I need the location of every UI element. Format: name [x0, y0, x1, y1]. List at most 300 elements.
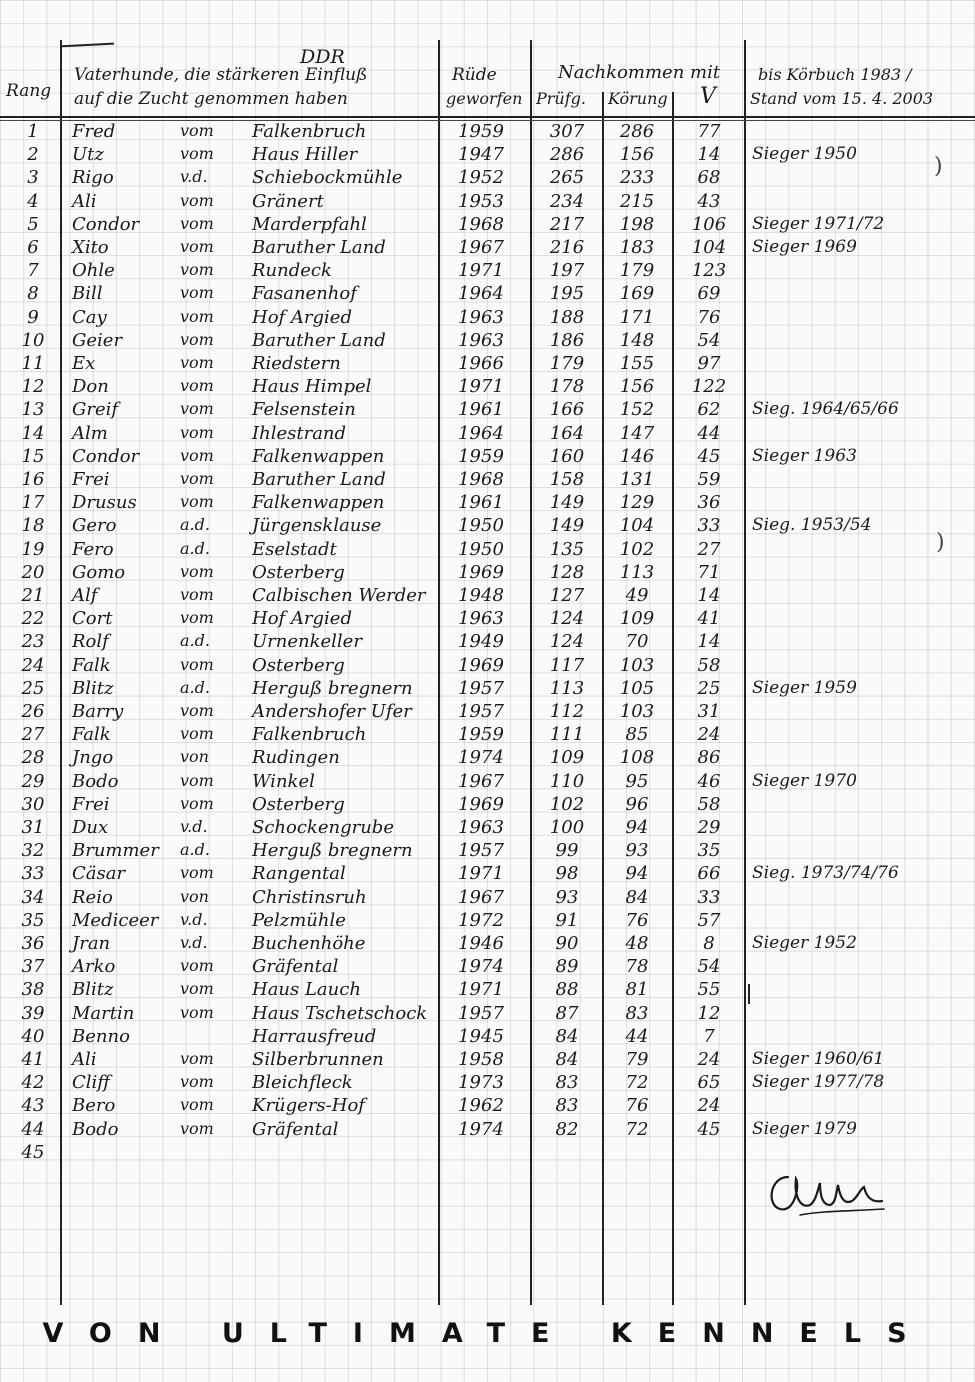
whelp-year: 1957 — [458, 840, 504, 862]
offspring-pruefung: 179 — [549, 353, 585, 374]
footer-watermark: VON ULTIMATE KENNELS — [42, 1318, 933, 1349]
sire-name: Fred — [72, 121, 116, 142]
whelp-year: 1972 — [458, 909, 504, 931]
row-rank: 5 — [27, 213, 39, 235]
sire-name: Geier — [72, 329, 123, 351]
sire-kennel: Pelzmühle — [252, 909, 346, 931]
offspring-v-rating: 25 — [697, 677, 721, 699]
whelp-year: 1953 — [458, 190, 504, 212]
sire-preposition: a.d. — [180, 538, 210, 558]
sire-preposition: vom — [180, 237, 214, 256]
sire-kennel: Falkenbruch — [252, 724, 367, 746]
offspring-v-rating: 36 — [697, 492, 721, 514]
sire-preposition: v.d. — [180, 167, 208, 187]
sieger-note: Sieger 1969 — [752, 237, 857, 257]
sire-name: Condor — [72, 213, 140, 235]
sire-kennel: Falkenwappen — [252, 492, 385, 514]
sire-preposition: vom — [180, 469, 214, 488]
offspring-v-rating: 86 — [697, 747, 721, 769]
offspring-v-rating: 24 — [697, 724, 721, 746]
margin-mark: ) — [936, 530, 945, 555]
sire-name: Rigo — [72, 167, 114, 189]
sire-kennel: Buchenhöhe — [252, 933, 366, 954]
offspring-koerung: 131 — [619, 469, 655, 490]
sire-preposition: v.d. — [180, 933, 208, 952]
offspring-koerung: 286 — [619, 121, 655, 142]
sire-preposition: vom — [180, 190, 214, 210]
sire-preposition: vom — [180, 1049, 214, 1068]
sire-preposition: vom — [180, 306, 214, 326]
sire-kennel: Falkenwappen — [252, 445, 385, 467]
whelp-year: 1973 — [458, 1072, 504, 1094]
whelp-year: 1950 — [458, 538, 504, 560]
sire-name: Ex — [72, 353, 96, 374]
sieger-note: Sieger 1959 — [752, 677, 857, 698]
whelp-year: 1945 — [458, 1025, 504, 1047]
offspring-pruefung: 127 — [549, 585, 585, 606]
offspring-v-rating: 58 — [697, 654, 721, 676]
header-ruede: Rüde — [452, 65, 497, 85]
sire-name: Gero — [72, 515, 117, 537]
row-rank: 28 — [21, 747, 45, 769]
sieger-note: Sieger 1960/61 — [752, 1049, 885, 1069]
offspring-v-rating: 8 — [703, 933, 715, 954]
sire-kennel: Calbischen Werder — [252, 585, 426, 606]
row-rank: 12 — [21, 376, 45, 398]
whelp-year: 1968 — [458, 213, 504, 235]
offspring-v-rating: 41 — [697, 608, 721, 630]
sire-preposition: von — [180, 747, 209, 767]
whelp-year: 1969 — [458, 654, 504, 676]
offspring-koerung: 113 — [619, 561, 655, 583]
whelp-year: 1959 — [458, 121, 504, 142]
offspring-v-rating: 104 — [691, 237, 727, 258]
whelp-year: 1948 — [458, 585, 504, 606]
row-rank: 24 — [21, 654, 45, 676]
sire-name: Martin — [72, 1002, 135, 1024]
sire-kennel: Haus Himpel — [252, 376, 372, 398]
sire-kennel: Felsenstein — [252, 399, 356, 421]
sire-name: Greif — [72, 399, 119, 421]
sire-kennel: Osterberg — [252, 654, 345, 676]
sire-kennel: Rangental — [252, 863, 346, 885]
sire-preposition: vom — [180, 701, 214, 720]
offspring-v-rating: 54 — [697, 956, 721, 978]
whelp-year: 1969 — [458, 561, 504, 583]
offspring-pruefung: 124 — [549, 608, 585, 630]
sire-preposition: vom — [180, 283, 214, 303]
whelp-year: 1958 — [458, 1049, 504, 1070]
offspring-pruefung: 93 — [555, 886, 579, 908]
whelp-year: 1971 — [458, 376, 504, 398]
offspring-pruefung: 82 — [555, 1118, 579, 1140]
offspring-pruefung: 186 — [549, 329, 585, 351]
sire-preposition: v.d. — [180, 817, 208, 836]
header-ddr: DDR — [300, 46, 345, 68]
sire-kennel: Herguß bregnern — [252, 840, 413, 862]
sire-kennel: Marderpfahl — [252, 213, 367, 235]
sire-kennel: Harrausfreud — [252, 1025, 377, 1047]
sire-preposition: vom — [180, 770, 214, 790]
sire-name: Bill — [72, 283, 103, 305]
sieger-note: Sieger 1979 — [752, 1118, 857, 1139]
sire-preposition: vom — [180, 979, 214, 999]
sire-preposition: vom — [180, 561, 214, 581]
row-rank: 7 — [27, 260, 39, 282]
sire-name: Don — [72, 376, 109, 398]
offspring-koerung: 94 — [625, 863, 649, 885]
offspring-koerung: 183 — [619, 237, 655, 258]
sire-kennel: Gräfental — [252, 956, 339, 978]
sire-preposition: vom — [180, 1118, 214, 1138]
offspring-v-rating: 54 — [697, 329, 721, 351]
row-rank: 22 — [21, 608, 45, 630]
offspring-koerung: 79 — [625, 1049, 649, 1070]
whelp-year: 1947 — [458, 144, 504, 166]
offspring-pruefung: 234 — [549, 190, 585, 212]
sire-preposition: vom — [180, 585, 214, 604]
whelp-year: 1949 — [458, 631, 504, 653]
offspring-v-rating: 62 — [697, 399, 721, 421]
row-rank: 25 — [21, 677, 45, 699]
sire-name: Falk — [72, 724, 111, 746]
offspring-v-rating: 65 — [697, 1072, 721, 1094]
whelp-year: 1974 — [458, 956, 504, 978]
row-rank: 1 — [27, 121, 39, 142]
sire-preposition: vom — [180, 608, 214, 628]
offspring-koerung: 48 — [625, 933, 649, 954]
row-rank: 18 — [21, 515, 45, 537]
sire-kennel: Rudingen — [252, 747, 340, 769]
sire-name: Utz — [72, 144, 104, 166]
offspring-koerung: 72 — [625, 1072, 649, 1094]
sire-name: Cäsar — [72, 863, 126, 885]
sire-name: Condor — [72, 445, 140, 467]
offspring-pruefung: 112 — [549, 701, 585, 722]
offspring-pruefung: 84 — [555, 1025, 579, 1047]
row-rank: 43 — [21, 1095, 45, 1117]
offspring-pruefung: 110 — [549, 770, 585, 792]
offspring-koerung: 179 — [619, 260, 655, 282]
sire-preposition: vom — [180, 399, 214, 419]
row-rank: 29 — [21, 770, 45, 792]
offspring-pruefung: 195 — [549, 283, 585, 305]
sire-preposition: vom — [180, 492, 214, 512]
whelp-year: 1950 — [458, 515, 504, 537]
offspring-v-rating: 27 — [697, 538, 721, 560]
row-rank: 32 — [21, 840, 45, 862]
sire-preposition: vom — [180, 121, 214, 140]
whelp-year: 1961 — [458, 399, 504, 421]
offspring-pruefung: 90 — [555, 933, 579, 954]
sire-kennel: Baruther Land — [252, 237, 386, 258]
column-divider — [744, 40, 746, 1305]
offspring-koerung: 104 — [619, 515, 655, 537]
sire-preposition: vom — [180, 956, 214, 976]
sire-kennel: Gränert — [252, 190, 324, 212]
sire-preposition: a.d. — [180, 515, 210, 535]
sire-kennel: Winkel — [252, 770, 315, 792]
sire-name: Jran — [72, 933, 111, 954]
offspring-pruefung: 307 — [549, 121, 585, 142]
sire-kennel: Baruther Land — [252, 329, 386, 351]
offspring-v-rating: 122 — [691, 376, 727, 398]
row-rank: 31 — [21, 817, 45, 838]
whelp-year: 1974 — [458, 1118, 504, 1140]
row-rank: 8 — [27, 283, 39, 305]
offspring-koerung: 49 — [625, 585, 649, 606]
row-rank: 42 — [21, 1072, 45, 1094]
header-fathers-line1: Vaterhunde, die stärkeren Einfluß — [74, 65, 368, 85]
offspring-pruefung: 117 — [549, 654, 585, 676]
sire-preposition: von — [180, 886, 209, 906]
sire-kennel: Krügers-Hof — [252, 1095, 365, 1117]
sire-kennel: Baruther Land — [252, 469, 386, 490]
whelp-year: 1957 — [458, 701, 504, 722]
row-rank: 44 — [21, 1118, 45, 1140]
offspring-v-rating: 58 — [697, 793, 721, 815]
sire-preposition: vom — [180, 1072, 214, 1092]
sire-preposition: vom — [180, 213, 214, 233]
offspring-koerung: 81 — [625, 979, 649, 1001]
header-rank: Rang — [6, 81, 52, 101]
sire-kennel: Hof Argied — [252, 306, 352, 328]
offspring-pruefung: 166 — [549, 399, 585, 421]
whelp-year: 1959 — [458, 445, 504, 467]
row-rank: 14 — [21, 422, 45, 444]
row-rank: 36 — [21, 933, 45, 954]
offspring-pruefung: 128 — [549, 561, 585, 583]
header-offspring: Nachkommen mit — [558, 62, 721, 83]
whelp-year: 1961 — [458, 492, 504, 514]
offspring-pruefung: 149 — [549, 492, 585, 514]
offspring-pruefung: 124 — [549, 631, 585, 653]
sire-name: Bero — [72, 1095, 116, 1117]
offspring-koerung: 156 — [619, 144, 655, 166]
offspring-pruefung: 265 — [549, 167, 585, 189]
offspring-pruefung: 102 — [549, 793, 585, 815]
row-rank: 4 — [27, 190, 39, 212]
offspring-pruefung: 164 — [549, 422, 585, 444]
sire-name: Alf — [72, 585, 98, 606]
offspring-v-rating: 33 — [697, 886, 721, 908]
row-rank: 45 — [21, 1141, 45, 1163]
whelp-year: 1968 — [458, 469, 504, 490]
offspring-v-rating: 77 — [697, 121, 721, 142]
sire-name: Mediceer — [72, 909, 159, 931]
whelp-year: 1957 — [458, 677, 504, 699]
offspring-koerung: 171 — [619, 306, 655, 328]
column-divider — [672, 92, 674, 1305]
whelp-year: 1967 — [458, 237, 504, 258]
sire-preposition: vom — [180, 329, 214, 349]
offspring-v-rating: 106 — [691, 213, 727, 235]
offspring-v-rating: 45 — [697, 1118, 721, 1140]
sire-kennel: Haus Lauch — [252, 979, 361, 1001]
handwritten-signature — [760, 1165, 890, 1225]
offspring-koerung: 147 — [619, 422, 655, 444]
column-divider — [438, 40, 440, 1305]
sire-kennel: Osterberg — [252, 561, 345, 583]
offspring-v-rating: 123 — [691, 260, 727, 282]
offspring-pruefung: 188 — [549, 306, 585, 328]
whelp-year: 1963 — [458, 817, 504, 838]
offspring-pruefung: 98 — [555, 863, 579, 885]
offspring-koerung: 155 — [619, 353, 655, 374]
offspring-v-rating: 24 — [697, 1095, 721, 1117]
sire-name: Frei — [72, 793, 110, 815]
sieger-note: Sieger 1950 — [752, 144, 857, 165]
offspring-koerung: 198 — [619, 213, 655, 235]
offspring-pruefung: 197 — [549, 260, 585, 282]
offspring-koerung: 102 — [619, 538, 655, 560]
whelp-year: 1963 — [458, 306, 504, 328]
row-rank: 26 — [21, 701, 45, 722]
row-rank: 16 — [21, 469, 45, 490]
sire-name: Ohle — [72, 260, 115, 282]
sire-preposition: a.d. — [180, 840, 210, 860]
offspring-v-rating: 71 — [697, 561, 721, 583]
sire-preposition: vom — [180, 376, 214, 396]
offspring-v-rating: 35 — [697, 840, 721, 862]
sire-kennel: Rundeck — [252, 260, 332, 282]
sire-kennel: Osterberg — [252, 793, 345, 815]
sire-name: Cay — [72, 306, 107, 328]
whelp-year: 1959 — [458, 724, 504, 746]
header-range-line1: bis Körbuch 1983 / — [758, 65, 912, 84]
header-geworfen: geworfen — [446, 89, 523, 108]
offspring-koerung: 94 — [625, 817, 649, 838]
sieger-note: Sieger 1970 — [752, 770, 857, 791]
sire-name: Bodo — [72, 770, 119, 792]
sire-kennel: Bleichfleck — [252, 1072, 353, 1094]
offspring-pruefung: 83 — [555, 1095, 579, 1117]
row-rank: 38 — [21, 979, 45, 1001]
offspring-v-rating: 59 — [697, 469, 721, 490]
offspring-koerung: 215 — [619, 190, 655, 212]
offspring-pruefung: 91 — [555, 909, 579, 931]
header-fathers-line2: auf die Zucht genommen haben — [74, 89, 348, 109]
sire-name: Benno — [72, 1025, 130, 1047]
header-v: V — [700, 84, 716, 109]
sieger-note: Sieg. 1973/74/76 — [752, 863, 899, 884]
sire-preposition: a.d. — [180, 631, 210, 651]
sire-kennel: Ihlestrand — [252, 422, 347, 444]
whelp-year: 1966 — [458, 353, 504, 374]
sire-kennel: Haus Hiller — [252, 144, 358, 166]
row-rank: 19 — [21, 538, 45, 560]
whelp-year: 1971 — [458, 260, 504, 282]
sire-name: Xito — [72, 237, 109, 258]
sire-name: Cliff — [72, 1072, 111, 1094]
sire-preposition: vom — [180, 1002, 214, 1022]
column-divider — [60, 40, 62, 1305]
sire-name: Arko — [72, 956, 116, 978]
offspring-pruefung: 88 — [555, 979, 579, 1001]
sire-name: Barry — [72, 701, 124, 722]
offspring-v-rating: 57 — [697, 909, 721, 931]
offspring-v-rating: 55 — [697, 979, 721, 1001]
sire-name: Jngo — [72, 747, 114, 769]
offspring-v-rating: 12 — [697, 1002, 721, 1024]
row-rank: 35 — [21, 909, 45, 931]
offspring-pruefung: 286 — [549, 144, 585, 166]
offspring-koerung: 233 — [619, 167, 655, 189]
row-rank: 2 — [27, 144, 39, 166]
offspring-pruefung: 99 — [555, 840, 579, 862]
sire-kennel: Christinsruh — [252, 886, 367, 908]
offspring-pruefung: 89 — [555, 956, 579, 978]
offspring-pruefung: 217 — [549, 213, 585, 235]
row-rank: 3 — [27, 167, 39, 189]
row-rank: 37 — [21, 956, 45, 978]
sire-preposition: vom — [180, 1095, 214, 1115]
sire-preposition: vom — [180, 422, 214, 442]
offspring-koerung: 96 — [625, 793, 649, 815]
sire-name: Falk — [72, 654, 111, 676]
sire-preposition: vom — [180, 144, 214, 164]
offspring-koerung: 84 — [625, 886, 649, 908]
sire-kennel: Eselstadt — [252, 538, 337, 560]
offspring-pruefung: 158 — [549, 469, 585, 490]
offspring-v-rating: 97 — [697, 353, 721, 374]
offspring-v-rating: 31 — [697, 701, 721, 722]
row-rank: 33 — [21, 863, 45, 885]
sire-kennel: Herguß bregnern — [252, 677, 413, 699]
sire-preposition: a.d. — [180, 677, 210, 697]
offspring-v-rating: 14 — [697, 585, 721, 606]
offspring-koerung: 146 — [619, 445, 655, 467]
offspring-v-rating: 69 — [697, 283, 721, 305]
sire-kennel: Andershofer Ufer — [252, 701, 412, 722]
offspring-pruefung: 113 — [549, 677, 585, 699]
sire-name: Alm — [72, 422, 108, 444]
row-rank: 6 — [27, 237, 39, 258]
offspring-pruefung: 87 — [555, 1002, 579, 1024]
whelp-year: 1946 — [458, 933, 504, 954]
row-rank: 34 — [21, 886, 45, 908]
sire-preposition: vom — [180, 445, 214, 465]
offspring-pruefung: 84 — [555, 1049, 579, 1070]
offspring-koerung: 93 — [625, 840, 649, 862]
offspring-v-rating: 46 — [697, 770, 721, 792]
offspring-pruefung: 216 — [549, 237, 585, 258]
offspring-pruefung: 149 — [549, 515, 585, 537]
offspring-koerung: 129 — [619, 492, 655, 514]
whelp-year: 1963 — [458, 329, 504, 351]
offspring-koerung: 83 — [625, 1002, 649, 1024]
offspring-v-rating: 33 — [697, 515, 721, 537]
offspring-koerung: 72 — [625, 1118, 649, 1140]
row-rank: 11 — [21, 353, 45, 374]
sire-kennel: Riedstern — [252, 353, 341, 374]
sire-preposition: vom — [180, 353, 214, 372]
offspring-v-rating: 43 — [697, 190, 721, 212]
sire-kennel: Schiebockmühle — [252, 167, 403, 189]
offspring-v-rating: 68 — [697, 167, 721, 189]
whelp-year: 1971 — [458, 979, 504, 1001]
offspring-v-rating: 14 — [697, 631, 721, 653]
offspring-koerung: 148 — [619, 329, 655, 351]
offspring-koerung: 103 — [619, 654, 655, 676]
row-rank: 23 — [21, 631, 45, 653]
offspring-pruefung: 160 — [549, 445, 585, 467]
sire-preposition: vom — [180, 654, 214, 674]
sire-kennel: Schockengrube — [252, 817, 394, 838]
whelp-year: 1964 — [458, 422, 504, 444]
sire-preposition: vom — [180, 724, 214, 744]
offspring-pruefung: 111 — [549, 724, 585, 746]
